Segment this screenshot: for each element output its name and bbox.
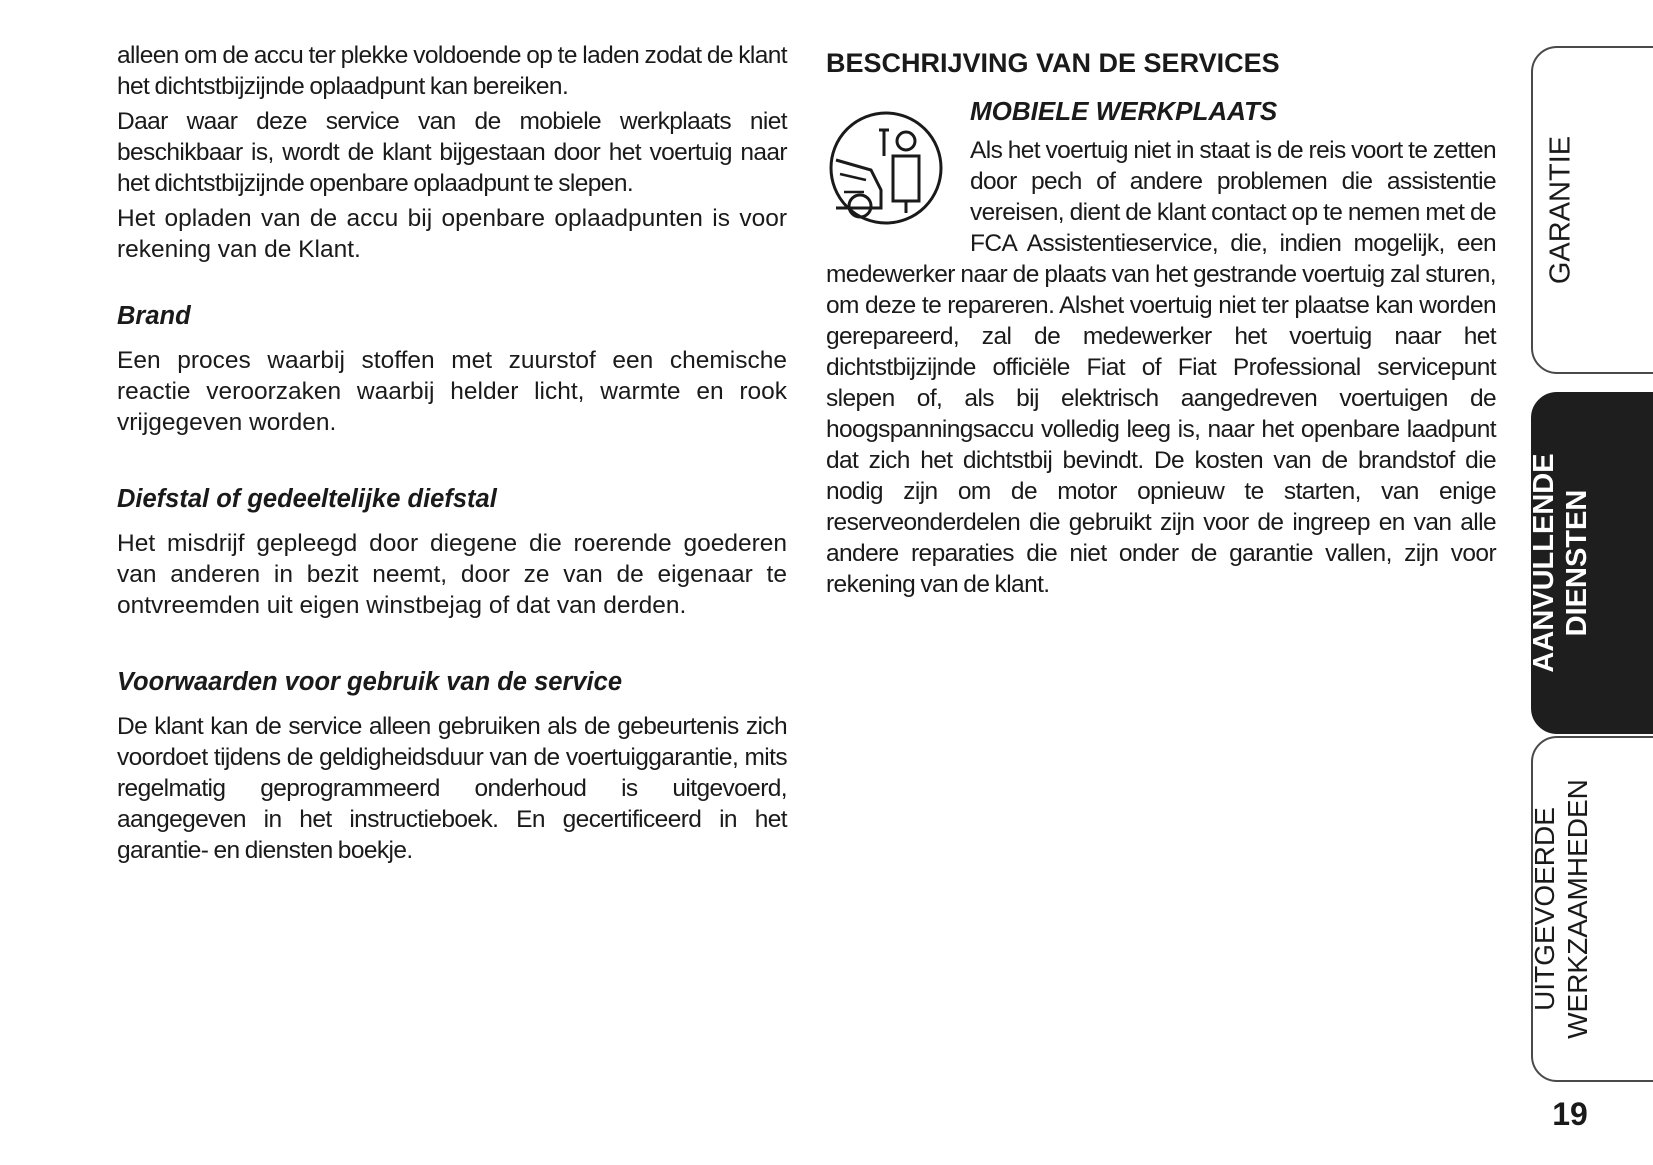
service-body: Als het voertuig niet in staat is de reis voort te zetten door pech of andere problemen die assistentie vereisen, dient de klant contact op te nemen met de FCA Assistentieservice, die, indien mogelijk, een medewerker naar de plaats van het gestrande voertuig zal sturen, om deze te repareren. Alshet voertuig niet ter plaatse kan worden gerepareerd, zal de medewerker het voertuig naar het dichtstbijzijnde officiële Fiat of Fiat Professional servicepunt slepen of, als bij elektrisch aangedreven voertuigen de hoogspanningsaccu volledig leeg is, naar het openbare laadpunt dat zich het dichtstbij bevindt. De kosten van de brandstof die nodig zijn om de motor opnieuw te starten, van enige reserveonderdelen die gebruikt zijn voor de ingreep en van alle andere reparaties die niet onder de garantie vallen, zijn voor rekening van de klant. <box>826 137 1496 598</box>
section-heading: Voorwaarden voor gebruik van de service <box>117 668 622 696</box>
section-body: Een proces waarbij stoffen met zuurstof een chemische reactie veroorzaken waarbij helder licht, warmte en rook vrijgegeven worden. <box>117 347 787 436</box>
section-brand <box>117 301 787 438</box>
tab-aanvullende-diensten[interactable] <box>1528 392 1653 734</box>
tab-garantie[interactable] <box>1531 46 1653 374</box>
tab-label-line: WERKZAAMHEDEN <box>1562 779 1593 1039</box>
tab-label <box>1528 779 1594 1039</box>
section-theft <box>117 484 787 621</box>
paragraph-accu-charge: alleen om de accu ter plekke voldoende op te laden zodat de klant het dichtstbijzijnde oplaadpunt kan bereiken. <box>117 42 787 100</box>
tab-label-line: AANVULLENDE <box>1528 453 1560 673</box>
paragraph-towing: Daar waar deze service van de mobiele werkplaats niet beschikbaar is, wordt de klant bijgestaan door het voertuig naar het dichtstbijzijnde openbare oplaadpunt te slepen. <box>117 108 787 197</box>
mechanic-car-icon <box>826 108 946 228</box>
section-heading: Diefstal of gedeeltelijke diefstal <box>117 485 497 513</box>
tab-uitgevoerde-werkzaamheden[interactable] <box>1531 736 1653 1082</box>
right-column <box>826 40 1496 600</box>
left-column <box>117 40 787 866</box>
paragraph-charging-cost: Het opladen van de accu bij openbare oplaadpunten is voor rekening van de Klant. <box>117 205 787 263</box>
tab-label-line: UITGEVOERDE <box>1529 807 1560 1011</box>
tab-label-line: DIENSTEN <box>1561 489 1593 637</box>
service-title: MOBIELE WERKPLAATS <box>970 96 1278 126</box>
section-body: Het misdrijf gepleegd door diegene die roerende goederen van anderen in bezit neemt, door ze van de eigenaar te ontvreemden uit eigen winstbejag of dat van derden. <box>117 530 787 619</box>
services-title: BESCHRIJVING VAN DE SERVICES <box>826 48 1280 78</box>
section-body: De klant kan de service alleen gebruiken als de gebeurtenis zich voordoet tijdens de geldigheidsduur van de voertuiggarantie, mits regelmatig geprogrammeerd onderhoud is uitgevoerd, aangegeven in het instructieboek. En gecertificeerd in het garantie- en diensten boekje. <box>117 713 787 864</box>
tab-label <box>1528 453 1594 672</box>
tab-label: GARANTIE <box>1544 135 1577 285</box>
section-conditions <box>117 667 787 866</box>
section-heading: Brand <box>117 302 191 330</box>
page-number: 19 <box>1552 1096 1588 1132</box>
